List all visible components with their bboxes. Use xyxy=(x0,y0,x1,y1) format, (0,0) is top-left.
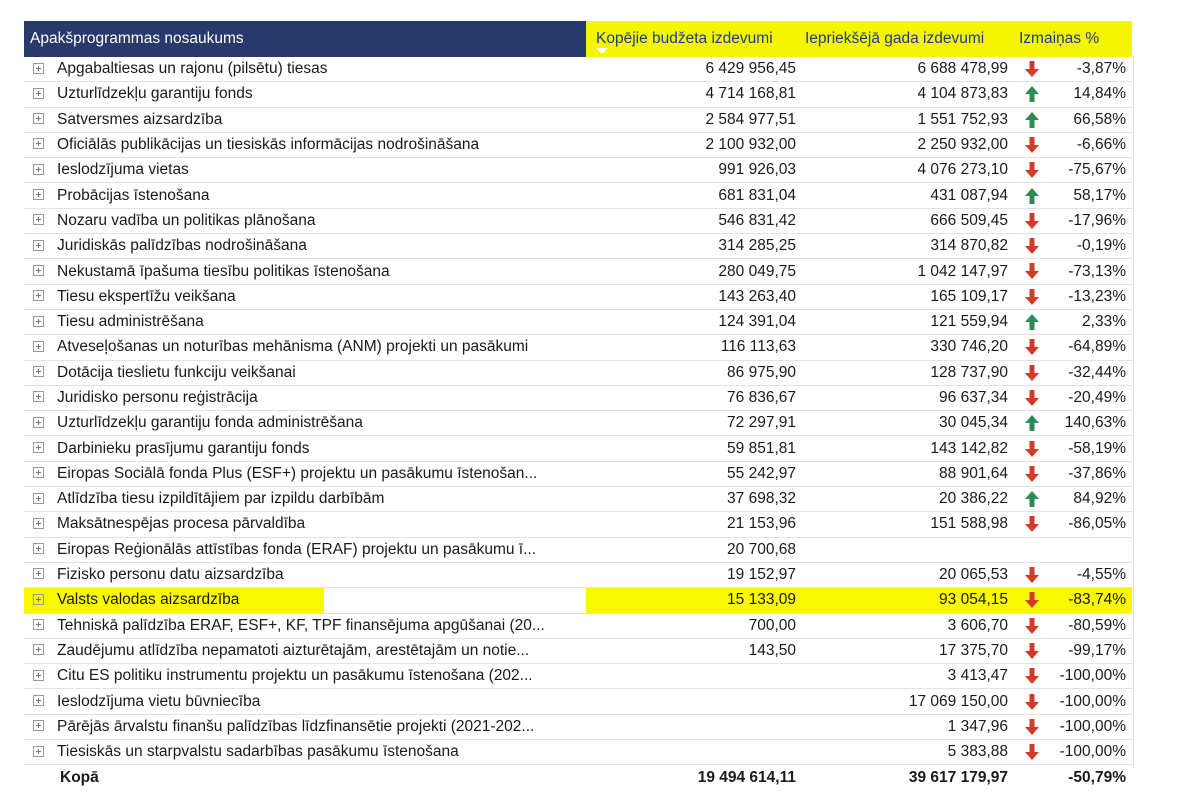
row-previous-year: 20 386,22 xyxy=(801,487,1013,512)
arrow-down-icon xyxy=(1023,262,1041,280)
table-row[interactable] xyxy=(24,183,1132,208)
row-previous-year: 17 375,70 xyxy=(801,638,1013,663)
row-name: Eiropas Reģionālās attīstības fonda (ERAF) projektu un pasākumu ī... xyxy=(57,540,537,558)
expand-plus-icon[interactable] xyxy=(33,467,44,478)
row-previous-year: 4 076 273,10 xyxy=(801,158,1013,183)
row-previous-year: 96 637,34 xyxy=(801,385,1013,410)
row-previous-year: 330 746,20 xyxy=(801,335,1013,360)
row-name: Apgabaltiesas un rajonu (pilsētu) tiesas xyxy=(57,60,328,78)
row-name: Ieslodzījuma vietu būvniecība xyxy=(57,692,261,710)
table-right-border xyxy=(1133,56,1134,768)
row-name: Nekustamā īpašuma tiesību politikas īstenošana xyxy=(57,262,390,280)
row-name: Ieslodzījuma vietas xyxy=(57,161,189,179)
row-previous-year: 88 901,64 xyxy=(801,461,1013,486)
table-row[interactable] xyxy=(24,360,1132,385)
row-total-expenditure: 37 698,32 xyxy=(586,487,801,512)
row-change-arrow xyxy=(1013,461,1050,486)
table-row[interactable] xyxy=(24,714,1132,739)
row-name: Juridisko personu reģistrācija xyxy=(57,389,258,406)
arrow-up-icon xyxy=(1023,85,1041,103)
row-name: Maksātnespējas procesa pārvaldība xyxy=(57,515,306,533)
row-name: Tiesu administrēšana xyxy=(57,313,204,331)
table-row[interactable] xyxy=(24,613,1132,638)
arrow-down-icon xyxy=(1023,136,1041,154)
table-row[interactable] xyxy=(24,588,1132,613)
row-total-expenditure xyxy=(586,664,801,689)
row-total-expenditure xyxy=(586,714,801,739)
row-total-expenditure: 280 049,75 xyxy=(586,259,801,284)
expand-plus-icon[interactable] xyxy=(33,543,44,554)
row-change-arrow xyxy=(1013,82,1050,107)
row-name-cell xyxy=(24,284,586,309)
row-previous-year: 3 413,47 xyxy=(801,664,1013,689)
table-row[interactable] xyxy=(24,284,1132,309)
row-name-cell xyxy=(24,411,586,436)
table-row[interactable] xyxy=(24,259,1132,284)
row-name: Tiesu ekspertīžu veikšana xyxy=(57,287,236,305)
table-row[interactable] xyxy=(24,57,1132,82)
expand-plus-icon[interactable] xyxy=(33,265,44,276)
row-total-expenditure: 21 153,96 xyxy=(586,512,801,537)
row-name: Zaudējumu atlīdzība nepamatoti aizturētajām, arestētajām un notie... xyxy=(57,641,530,659)
row-change-arrow xyxy=(1013,208,1050,233)
row-previous-year: 314 870,82 xyxy=(801,234,1013,259)
row-previous-year: 165 109,17 xyxy=(801,284,1013,309)
row-name: Atveseļošanas un noturības mehānisma (ANM) projekti un pasākumi xyxy=(57,338,529,356)
row-change-percent: -80,59% xyxy=(1050,613,1132,638)
expand-plus-icon[interactable] xyxy=(33,594,44,605)
row-name-cell xyxy=(24,740,586,765)
table-row[interactable] xyxy=(24,689,1132,714)
row-change-arrow xyxy=(1013,234,1050,259)
row-total-expenditure: 15 133,09 xyxy=(586,588,801,613)
row-name-cell xyxy=(24,132,586,157)
row-previous-year: 17 069 150,00 xyxy=(801,689,1013,714)
budget-table-container xyxy=(24,21,1132,791)
row-change-percent: -13,23% xyxy=(1050,284,1132,309)
row-name: Valsts valodas aizsardzība xyxy=(57,591,240,609)
row-total-expenditure: 86 975,90 xyxy=(586,360,801,385)
expand-plus-icon[interactable] xyxy=(33,240,44,251)
expand-plus-icon[interactable] xyxy=(33,391,44,402)
row-change-arrow xyxy=(1013,562,1050,587)
arrow-down-icon xyxy=(1023,161,1041,179)
row-previous-year: 2 250 932,00 xyxy=(801,132,1013,157)
row-change-arrow xyxy=(1013,613,1050,638)
row-previous-year: 1 551 752,93 xyxy=(801,107,1013,132)
table-header-row xyxy=(24,21,1132,57)
row-change-percent: -73,13% xyxy=(1050,259,1132,284)
row-name: Darbinieku prasījumu garantiju fonds xyxy=(57,439,310,457)
row-previous-year xyxy=(801,537,1013,562)
row-name-cell xyxy=(24,436,586,461)
row-name: Dotācija tieslietu funkciju veikšanai xyxy=(57,363,296,381)
table-row[interactable] xyxy=(24,158,1132,183)
row-name: Satversmes aizsardzība xyxy=(57,110,223,128)
header-change-percent[interactable]: Izmaiņas % xyxy=(1013,21,1132,57)
arrow-down-icon xyxy=(1023,642,1041,660)
expand-plus-icon[interactable] xyxy=(33,138,44,149)
row-change-percent: -37,86% xyxy=(1050,461,1132,486)
row-name-cell xyxy=(24,234,586,259)
expand-plus-icon[interactable] xyxy=(33,695,44,706)
row-change-arrow xyxy=(1013,436,1050,461)
arrow-down-icon xyxy=(1023,515,1041,533)
row-name-cell xyxy=(24,714,586,739)
expand-plus-icon[interactable] xyxy=(33,670,44,681)
row-previous-year: 93 054,15 xyxy=(801,588,1013,613)
arrow-down-icon xyxy=(1023,465,1041,483)
header-total-expenditure-label: Kopējie budžeta izdevumi xyxy=(596,30,773,47)
row-name-cell xyxy=(24,385,586,410)
row-name-cell xyxy=(24,259,586,284)
row-total-expenditure: 546 831,42 xyxy=(586,208,801,233)
row-change-percent xyxy=(1050,537,1132,562)
row-previous-year: 143 142,82 xyxy=(801,436,1013,461)
arrow-down-icon xyxy=(1023,364,1041,382)
row-name-cell xyxy=(24,183,586,208)
row-name: Fizisko personu datu aizsardzība xyxy=(57,566,284,584)
arrow-up-icon xyxy=(1023,111,1041,129)
row-previous-year: 4 104 873,83 xyxy=(801,82,1013,107)
arrow-down-icon xyxy=(1023,617,1041,635)
row-name-cell xyxy=(24,562,586,587)
row-name-cell xyxy=(24,664,586,689)
total-row xyxy=(24,765,1132,791)
row-name: Tehniskā palīdzība ERAF, ESF+, KF, TPF finansējuma apgūšanai (20... xyxy=(57,616,545,634)
row-total-expenditure: 143,50 xyxy=(586,638,801,663)
expand-plus-icon[interactable] xyxy=(33,720,44,731)
arrow-down-icon xyxy=(1023,389,1041,407)
row-change-arrow xyxy=(1013,411,1050,436)
row-change-percent: -100,00% xyxy=(1050,664,1132,689)
row-name-cell xyxy=(24,335,586,360)
row-change-percent: -99,17% xyxy=(1050,638,1132,663)
row-previous-year: 121 559,94 xyxy=(801,309,1013,334)
table-row[interactable] xyxy=(24,411,1132,436)
row-name-cell xyxy=(24,309,586,334)
row-total-expenditure: 314 285,25 xyxy=(586,234,801,259)
row-previous-year: 3 606,70 xyxy=(801,613,1013,638)
row-change-percent: -83,74% xyxy=(1050,588,1132,613)
row-total-expenditure: 143 263,40 xyxy=(586,284,801,309)
row-previous-year: 30 045,34 xyxy=(801,411,1013,436)
row-name-cell xyxy=(24,512,586,537)
row-change-arrow xyxy=(1013,588,1050,613)
arrow-down-icon xyxy=(1023,237,1041,255)
table-row[interactable] xyxy=(24,664,1132,689)
row-change-percent: -32,44% xyxy=(1050,360,1132,385)
row-change-arrow xyxy=(1013,158,1050,183)
table-row[interactable] xyxy=(24,82,1132,107)
total-current: 19 494 614,11 xyxy=(697,769,796,787)
expand-plus-icon[interactable] xyxy=(33,290,44,301)
row-previous-year: 431 087,94 xyxy=(801,183,1013,208)
arrow-up-icon xyxy=(1023,490,1041,508)
row-previous-year: 151 588,98 xyxy=(801,512,1013,537)
row-name-cell xyxy=(24,360,586,385)
row-change-percent: -20,49% xyxy=(1050,385,1132,410)
row-total-expenditure: 19 152,97 xyxy=(586,562,801,587)
row-change-percent: -64,89% xyxy=(1050,335,1132,360)
table-row[interactable] xyxy=(24,208,1132,233)
row-total-expenditure: 681 831,04 xyxy=(586,183,801,208)
table-row[interactable] xyxy=(24,436,1132,461)
arrow-down-icon xyxy=(1023,288,1041,306)
table-row[interactable] xyxy=(24,385,1132,410)
row-change-arrow xyxy=(1013,385,1050,410)
expand-plus-icon[interactable] xyxy=(33,63,44,74)
table-row[interactable] xyxy=(24,512,1132,537)
row-change-percent: 14,84% xyxy=(1050,82,1132,107)
sort-descending-icon xyxy=(596,48,608,54)
expand-plus-icon[interactable] xyxy=(33,316,44,327)
row-change-percent: -0,19% xyxy=(1050,234,1132,259)
row-name-cell xyxy=(24,57,586,82)
table-row[interactable] xyxy=(24,234,1132,259)
arrow-down-icon xyxy=(1023,667,1041,685)
total-label: Kopā xyxy=(60,769,99,787)
row-total-expenditure: 991 926,03 xyxy=(586,158,801,183)
row-previous-year: 666 509,45 xyxy=(801,208,1013,233)
row-name-cell xyxy=(24,82,586,107)
row-change-percent: -3,87% xyxy=(1050,57,1132,82)
row-name: Oficiālās publikācijas un tiesiskās informācijas nodrošināšana xyxy=(57,136,480,154)
row-name-cell xyxy=(24,158,586,183)
expand-plus-icon[interactable] xyxy=(33,518,44,529)
row-name: Uzturlīdzekļu garantiju fonds xyxy=(57,85,253,103)
row-total-expenditure: 76 836,67 xyxy=(586,385,801,410)
row-total-expenditure: 124 391,04 xyxy=(586,309,801,334)
expand-plus-icon[interactable] xyxy=(33,619,44,630)
expand-plus-icon[interactable] xyxy=(33,189,44,200)
table-row[interactable] xyxy=(24,537,1132,562)
row-change-arrow xyxy=(1013,512,1050,537)
expand-plus-icon[interactable] xyxy=(33,417,44,428)
row-previous-year: 6 688 478,99 xyxy=(801,57,1013,82)
row-total-expenditure: 59 851,81 xyxy=(586,436,801,461)
row-change-arrow xyxy=(1013,284,1050,309)
row-change-arrow xyxy=(1013,740,1050,765)
table-row[interactable] xyxy=(24,309,1132,334)
row-change-percent: -75,67% xyxy=(1050,158,1132,183)
row-previous-year: 1 042 147,97 xyxy=(801,259,1013,284)
row-change-arrow xyxy=(1013,360,1050,385)
row-total-expenditure: 4 714 168,81 xyxy=(586,82,801,107)
arrow-down-icon xyxy=(1023,693,1041,711)
table-row[interactable] xyxy=(24,335,1132,360)
row-change-percent: 2,33% xyxy=(1050,309,1132,334)
row-name: Pārējās ārvalstu finanšu palīdzības līdzfinansētie projekti (2021-202... xyxy=(57,717,535,735)
row-name-cell xyxy=(24,613,586,638)
row-total-expenditure: 116 113,63 xyxy=(586,335,801,360)
row-change-arrow xyxy=(1013,487,1050,512)
row-previous-year: 1 347,96 xyxy=(801,714,1013,739)
header-total-expenditure[interactable] xyxy=(586,21,801,57)
row-change-percent: 140,63% xyxy=(1050,411,1132,436)
arrow-down-icon xyxy=(1023,212,1041,230)
row-change-percent: -58,19% xyxy=(1050,436,1132,461)
row-previous-year: 20 065,53 xyxy=(801,562,1013,587)
row-change-percent: -100,00% xyxy=(1050,740,1132,765)
row-total-expenditure: 55 242,97 xyxy=(586,461,801,486)
row-previous-year: 128 737,90 xyxy=(801,360,1013,385)
arrow-down-icon xyxy=(1023,338,1041,356)
row-total-expenditure xyxy=(586,689,801,714)
expand-plus-icon[interactable] xyxy=(33,493,44,504)
row-change-arrow xyxy=(1013,309,1050,334)
row-total-expenditure: 2 100 932,00 xyxy=(586,132,801,157)
row-name: Nozaru vadība un politikas plānošana xyxy=(57,211,316,229)
total-arrow-cell xyxy=(1013,765,1050,791)
row-name: Probācijas īstenošana xyxy=(57,186,210,204)
table-row[interactable] xyxy=(24,132,1132,157)
row-name-cell xyxy=(24,461,586,486)
expand-plus-icon[interactable] xyxy=(33,88,44,99)
row-name: Atlīdzība tiesu izpildītājiem par izpildu darbībām xyxy=(57,490,385,508)
row-change-percent: -100,00% xyxy=(1050,689,1132,714)
budget-table xyxy=(24,21,1132,791)
row-change-percent: 58,17% xyxy=(1050,183,1132,208)
row-total-expenditure: 2 584 977,51 xyxy=(586,107,801,132)
expand-plus-icon[interactable] xyxy=(33,366,44,377)
arrow-up-icon xyxy=(1023,313,1041,331)
expand-plus-icon[interactable] xyxy=(33,113,44,124)
total-change: -50,79% xyxy=(1068,769,1126,787)
table-row[interactable] xyxy=(24,107,1132,132)
row-name-cell xyxy=(24,107,586,132)
row-name: Juridiskās palīdzības nodrošināšana xyxy=(57,237,307,255)
row-name-cell xyxy=(24,588,586,613)
row-name-cell xyxy=(24,208,586,233)
row-change-percent: -86,05% xyxy=(1050,512,1132,537)
row-name: Uzturlīdzekļu garantiju fonda administrēšana xyxy=(57,414,363,432)
row-name-cell xyxy=(24,689,586,714)
expand-plus-icon[interactable] xyxy=(33,644,44,655)
arrow-up-icon xyxy=(1023,187,1041,205)
row-change-percent: -17,96% xyxy=(1050,208,1132,233)
row-change-arrow xyxy=(1013,537,1050,562)
row-total-expenditure: 20 700,68 xyxy=(586,537,801,562)
row-name-cell xyxy=(24,537,586,562)
expand-plus-icon[interactable] xyxy=(33,164,44,175)
row-change-percent: 66,58% xyxy=(1050,107,1132,132)
row-change-arrow xyxy=(1013,132,1050,157)
expand-plus-icon[interactable] xyxy=(33,568,44,579)
row-change-percent: -4,55% xyxy=(1050,562,1132,587)
expand-plus-icon[interactable] xyxy=(33,214,44,225)
row-name: Eiropas Sociālā fonda Plus (ESF+) projektu un pasākumu īstenošan... xyxy=(57,464,538,482)
row-total-expenditure: 6 429 956,45 xyxy=(586,57,801,82)
expand-plus-icon[interactable] xyxy=(33,746,44,757)
row-change-arrow xyxy=(1013,714,1050,739)
row-change-percent: 84,92% xyxy=(1050,487,1132,512)
row-name: Citu ES politiku instrumentu projektu un pasākumu īstenošana (202... xyxy=(57,667,533,685)
expand-plus-icon[interactable] xyxy=(33,341,44,352)
row-change-arrow xyxy=(1013,335,1050,360)
row-change-arrow xyxy=(1013,107,1050,132)
arrow-up-icon xyxy=(1023,414,1041,432)
expand-plus-icon[interactable] xyxy=(33,442,44,453)
table-row[interactable] xyxy=(24,487,1132,512)
arrow-down-icon xyxy=(1023,60,1041,78)
row-previous-year: 5 383,88 xyxy=(801,740,1013,765)
header-subprogram-name[interactable]: Apakšprogrammas nosaukums xyxy=(24,21,586,57)
arrow-down-icon xyxy=(1023,440,1041,458)
row-change-percent: -6,66% xyxy=(1050,132,1132,157)
table-row[interactable] xyxy=(24,638,1132,663)
row-name: Tiesiskās un starpvalstu sadarbības pasākumu īstenošana xyxy=(57,743,459,761)
header-previous-year[interactable]: Iepriekšējā gada izdevumi xyxy=(801,21,1013,57)
arrow-down-icon xyxy=(1023,743,1041,761)
row-change-arrow xyxy=(1013,638,1050,663)
row-name-cell xyxy=(24,487,586,512)
row-total-expenditure xyxy=(586,740,801,765)
row-total-expenditure: 700,00 xyxy=(586,613,801,638)
arrow-down-icon xyxy=(1023,566,1041,584)
row-change-arrow xyxy=(1013,259,1050,284)
row-change-arrow xyxy=(1013,183,1050,208)
row-total-expenditure: 72 297,91 xyxy=(586,411,801,436)
row-change-arrow xyxy=(1013,664,1050,689)
table-row[interactable] xyxy=(24,740,1132,765)
row-name-cell xyxy=(24,638,586,663)
row-change-percent: -100,00% xyxy=(1050,714,1132,739)
row-change-arrow xyxy=(1013,57,1050,82)
row-change-arrow xyxy=(1013,689,1050,714)
table-row[interactable] xyxy=(24,461,1132,486)
arrow-down-icon xyxy=(1023,718,1041,736)
arrow-down-icon xyxy=(1023,591,1041,609)
total-previous: 39 617 179,97 xyxy=(908,769,1008,787)
table-row[interactable] xyxy=(24,562,1132,587)
